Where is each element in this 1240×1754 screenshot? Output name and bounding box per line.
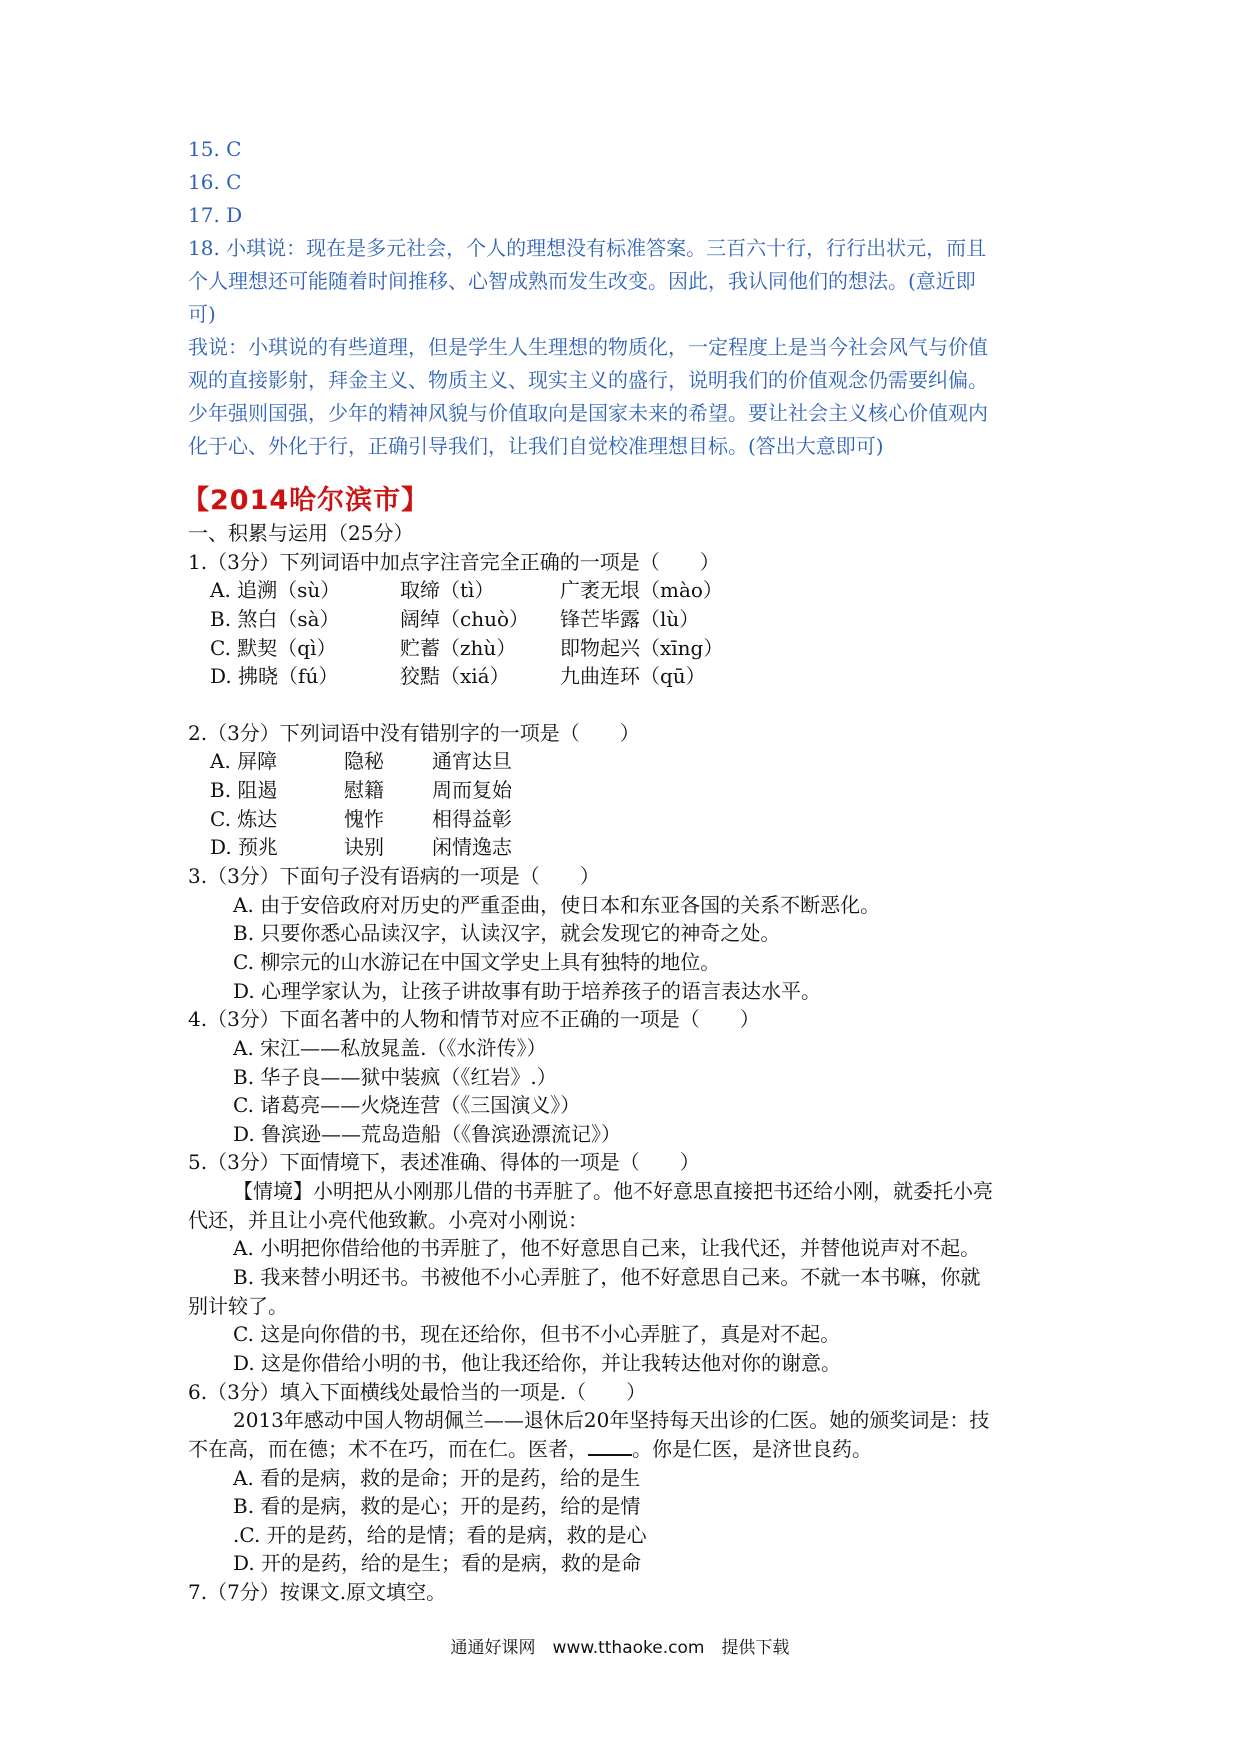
option-row: B. 华子良——狱中装疯（《红岩》.） [233, 1064, 557, 1089]
context-line: 【情境】小明把从小刚那儿借的书弄脏了。他不好意思直接把书还给小刚，就委托小亮 [233, 1179, 993, 1204]
question-stem: 6.（3分）填入下面横线处最恰当的一项是.（ ） [188, 1379, 647, 1404]
option-cell: B. 煞白（sà） [210, 606, 340, 631]
option-cell: 即物起兴（xīng） [560, 635, 724, 660]
option-cell: 诀别 [344, 835, 384, 860]
option-row: B. 看的是病，救的是心；开的是药，给的是情 [233, 1494, 641, 1519]
option-row [188, 833, 1068, 862]
option-cell: 隐秘 [344, 749, 384, 774]
option-row: B. 我来替小明还书。书被他不小心弄脏了，他不好意思自己来。不就一本书嘛，你就 [233, 1265, 981, 1290]
option-row: C. 诸葛亮——火烧连营（《三国演义》） [233, 1093, 581, 1118]
option-cell: B. 阻遏 [210, 778, 278, 803]
option-cell: 周而复始 [432, 778, 512, 803]
option-cell: 阔绰（chuò） [400, 606, 530, 631]
section-banner: 【2014哈尔滨市】 [182, 485, 430, 516]
exam-content [188, 519, 1068, 1607]
part-title: 一、积累与运用（25分） [188, 521, 414, 545]
answer-line: 少年强则国强，少年的精神风貌与价值取向是国家未来的希望。要让社会主义核心价值观内 [188, 401, 988, 425]
option-row: A. 宋江——私放晁盖.（《水浒传》） [233, 1035, 547, 1060]
answer-line: 我说：小琪说的有些道理，但是学生人生理想的物质化，一定程度上是当今社会风气与价值 [188, 335, 988, 359]
option-cell: D. 拂晓（fú） [210, 664, 339, 689]
option-cell: 相得益彰 [432, 806, 512, 831]
question-stem: 1.（3分）下列词语中加点字注音完全正确的一项是（ ） [188, 549, 720, 574]
question-stem: 4.（3分）下面名著中的人物和情节对应不正确的一项是（ ） [188, 1007, 760, 1032]
option-cell: C. 默契（qì） [210, 635, 337, 660]
context-text: 。你是仁医，是济世良药。 [632, 1436, 872, 1461]
option-row [188, 605, 1068, 634]
option-cell: 慰籍 [344, 778, 384, 803]
answer-line: 18. 小琪说：现在是多元社会，个人的理想没有标准答案。三百六十行，行行出状元，而且 [188, 236, 987, 260]
answer-line: 15. C [188, 137, 242, 161]
answer-line: 化于心、外化于行，正确引导我们，让我们自觉校准理想目标。(答出大意即可) [188, 434, 884, 458]
fill-blank [588, 1436, 632, 1456]
option-row [188, 776, 1068, 805]
option-row: B. 只要你悉心品读汉字，认读汉字，就会发现它的神奇之处。 [233, 921, 781, 946]
answer-line: 个人理想还可能随着时间推移、心智成熟而发生改变。因此，我认同他们的想法。(意近即 [188, 269, 976, 293]
option-row [188, 805, 1068, 834]
answer-line: 可) [188, 302, 216, 326]
option-row: D. 开的是药，给的是生；看的是病，救的是命 [233, 1551, 642, 1576]
question-stem: 5.（3分）下面情境下，表述准确、得体的一项是（ ） [188, 1150, 700, 1175]
option-cell: 九曲连环（qū） [560, 664, 706, 689]
context-text: 不在高，而在德；术不在巧，而在仁。医者， [188, 1436, 588, 1461]
option-cell: 广袤无垠（mào） [560, 578, 723, 603]
option-cell: 愧怍 [344, 806, 384, 831]
option-row: 别计较了。 [188, 1293, 288, 1318]
option-cell: 狡黠（xiá） [400, 664, 510, 689]
option-row: A. 小明把你借给他的书弄脏了，他不好意思自己来，让我代还，并替他说声对不起。 [233, 1236, 981, 1261]
spacer [188, 691, 1068, 719]
question-stem: 3.（3分）下面句子没有语病的一项是（ ） [188, 864, 600, 889]
page-footer: 通通好课网 www.tthaoke.com 提供下载 [450, 1638, 790, 1658]
option-cell: D. 预兆 [210, 835, 279, 860]
option-cell: C. 炼达 [210, 806, 278, 831]
option-row: A. 由于安倍政府对历史的严重歪曲，使日本和东亚各国的关系不断恶化。 [233, 892, 881, 917]
option-cell: 闲情逸志 [432, 835, 512, 860]
option-row: .C. 开的是药，给的是情；看的是病，救的是心 [233, 1522, 647, 1547]
answer-block [188, 133, 1068, 463]
option-row [188, 747, 1068, 776]
context-line: 代还，并且让小亮代他致歉。小亮对小刚说： [188, 1207, 588, 1232]
context-line [188, 1435, 1068, 1464]
option-row: C. 柳宗元的山水游记在中国文学史上具有独特的地位。 [233, 949, 721, 974]
option-cell: 贮蓄（zhù） [400, 635, 517, 660]
question-stem: 7.（7分）按课文.原文填空。 [188, 1580, 447, 1605]
option-row [188, 662, 1068, 691]
option-row: A. 看的是病，救的是命；开的是药，给的是生 [233, 1465, 641, 1490]
option-cell: A. 追溯（sù） [210, 578, 341, 603]
option-row: C. 这是向你借的书，现在还给你，但书不小心弄脏了，真是对不起。 [233, 1322, 841, 1347]
option-row: D. 这是你借给小明的书，他让我还给你，并让我转达他对你的谢意。 [233, 1350, 842, 1375]
option-cell: 通宵达旦 [432, 749, 512, 774]
option-row: D. 鲁滨逊——荒岛造船（《鲁滨逊漂流记》） [233, 1121, 622, 1146]
option-cell: A. 屏障 [210, 749, 278, 774]
option-row [188, 634, 1068, 663]
answer-line: 16. C [188, 170, 242, 194]
answer-line: 17. D [188, 203, 243, 227]
context-line: 2013年感动中国人物胡佩兰——退休后20年坚持每天出诊的仁医。她的颁奖词是：技 [233, 1408, 990, 1433]
question-stem: 2.（3分）下列词语中没有错别字的一项是（ ） [188, 720, 640, 745]
answer-line: 观的直接影射，拜金主义、物质主义、现实主义的盛行，说明我们的价值观念仍需要纠偏。 [188, 368, 988, 392]
option-row [188, 576, 1068, 605]
option-cell: 取缔（tì） [400, 578, 495, 603]
option-row: D. 心理学家认为，让孩子讲故事有助于培养孩子的语言表达水平。 [233, 978, 822, 1003]
option-cell: 锋芒毕露（lù） [560, 606, 700, 631]
